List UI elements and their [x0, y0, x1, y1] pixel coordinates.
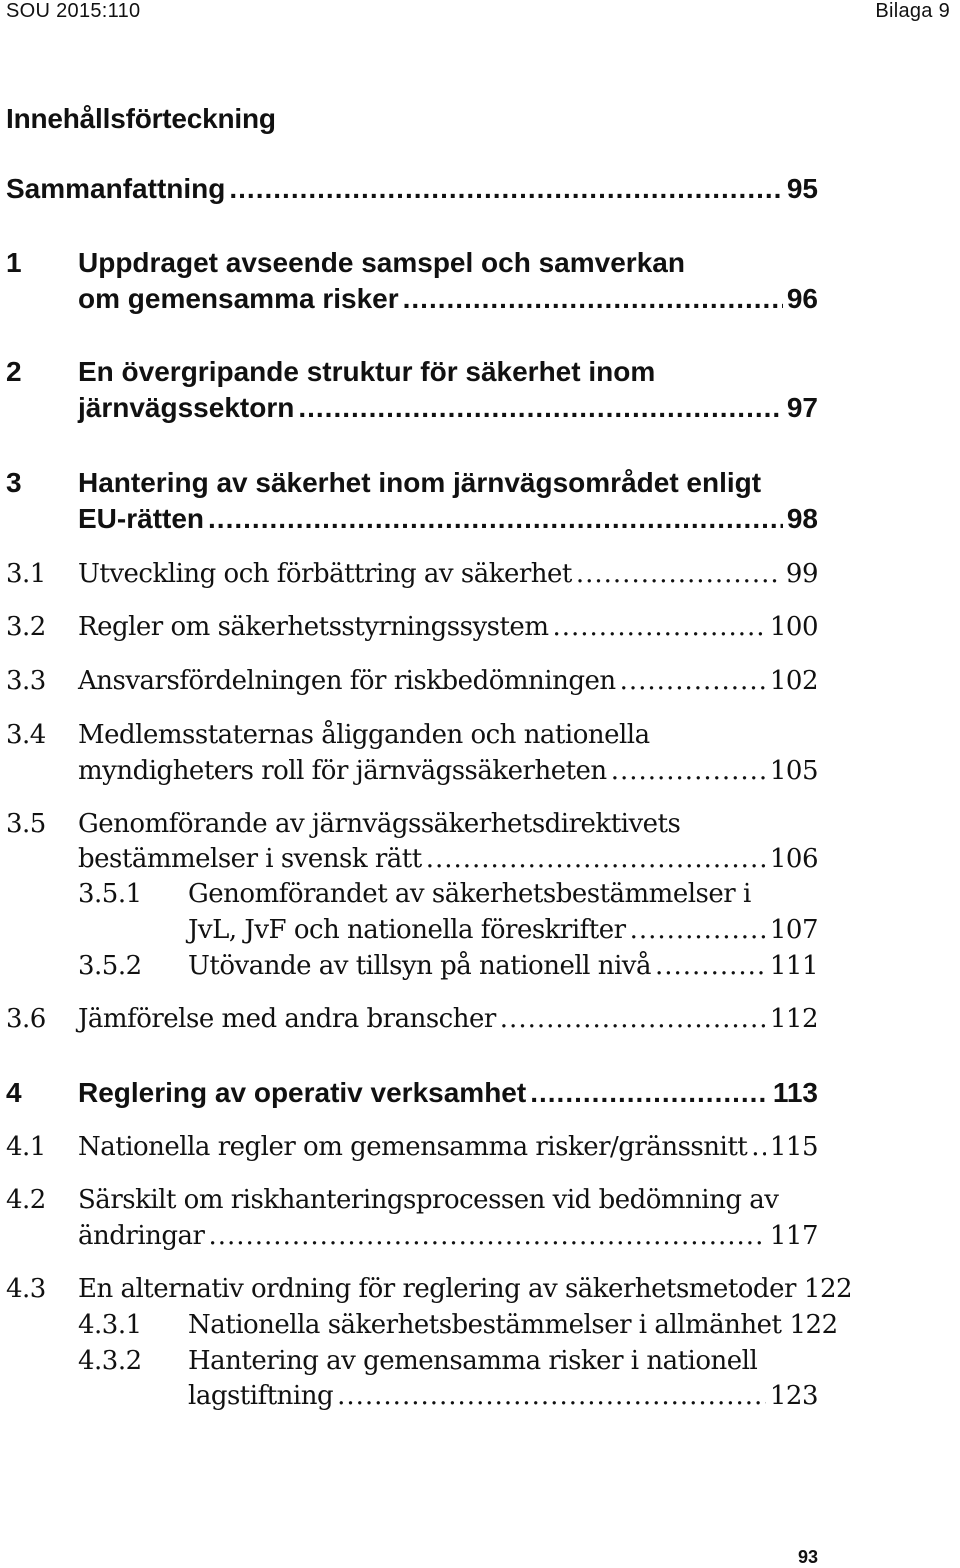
- toc-entry-title: Utövande av tillsyn på nationell nivå: [188, 951, 651, 981]
- dot-leader: [630, 912, 766, 948]
- toc-page-number: 107: [769, 915, 818, 945]
- toc-entry-title-continued: järnvägssektorn: [78, 392, 295, 423]
- toc-entry-line: [78, 609, 818, 645]
- toc-entry-number: 3: [6, 467, 22, 498]
- toc-entry-title: En övergripande struktur för säkerhet inom: [78, 356, 656, 387]
- toc-entry-line: [78, 753, 818, 789]
- dot-leader: [298, 390, 783, 426]
- toc-page-number: 100: [769, 612, 818, 642]
- toc-entry-title-continued: lagstiftning: [188, 1381, 334, 1411]
- toc-entry-line: [78, 717, 818, 753]
- toc-page-number: 95: [786, 173, 818, 204]
- toc-entry-line: [78, 1218, 818, 1254]
- toc-entry-number: 4.1: [6, 1132, 46, 1162]
- dot-leader: [620, 663, 766, 699]
- toc-entry-line: [78, 245, 818, 281]
- toc-entry-title-continued: om gemensamma risker: [78, 283, 399, 314]
- toc-entry-title: Nationella säkerhetsbestämmelser i allmänhet: [188, 1310, 782, 1340]
- toc-entry-line: [78, 841, 818, 877]
- toc-page-number: 106: [769, 844, 818, 874]
- toc-page-number: 98: [786, 503, 818, 534]
- toc-entry-number: 3.2: [6, 612, 46, 642]
- toc-entry-number: 4.2: [6, 1185, 46, 1215]
- toc-entry-line: [78, 281, 818, 317]
- toc-entry-line: [188, 1307, 838, 1343]
- dot-leader: [576, 556, 782, 592]
- toc-entry-number: 3.1: [6, 559, 46, 589]
- toc-entry-number: 4.3.1: [78, 1310, 142, 1340]
- toc-page-number: 115: [769, 1132, 818, 1162]
- page-number: 93: [797, 1547, 818, 1567]
- toc-page-number: 112: [769, 1004, 818, 1034]
- dot-leader: [208, 1218, 765, 1254]
- toc-entry-number: 4: [6, 1077, 22, 1108]
- toc-entry-line: [78, 501, 818, 537]
- toc-entry-title: Jämförelse med andra branscher: [78, 1004, 496, 1034]
- toc-page-number: 97: [786, 392, 818, 423]
- toc-page-number: 105: [769, 756, 818, 786]
- appendix-label: Bilaga 9: [875, 0, 950, 22]
- toc-page-number: 99: [785, 559, 818, 589]
- toc-entry-title: En alternativ ordning för reglering av säkerhetsmetoder: [78, 1274, 796, 1304]
- toc-entry-number: 3.5: [6, 809, 46, 839]
- toc-entry-line: [78, 390, 818, 426]
- toc-entry-title: Medlemsstaternas åligganden och nationella: [78, 720, 650, 750]
- toc-entry-line: [78, 1129, 818, 1165]
- dot-leader: [229, 171, 782, 207]
- page-title: Innehållsförteckning: [6, 103, 276, 134]
- toc-entry-line: [188, 1378, 818, 1414]
- toc-entry-title: Reglering av operativ verksamhet: [78, 1077, 527, 1108]
- dot-leader: [403, 281, 783, 317]
- dot-leader: [552, 609, 765, 645]
- toc-entry-title: Ansvarsfördelningen för riskbedömningen: [78, 666, 616, 696]
- toc-entry-number: 2: [6, 356, 22, 387]
- toc-entry-title: Hantering av gemensamma risker i nationell: [188, 1346, 758, 1376]
- toc-page-number: 102: [769, 666, 818, 696]
- toc-entry-title-continued: ändringar: [78, 1221, 205, 1251]
- toc-entry-title-continued: bestämmelser i svensk rätt: [78, 844, 422, 874]
- toc-entry-line: [78, 1182, 818, 1218]
- toc-page-number: 123: [769, 1381, 818, 1411]
- toc-page-number: 96: [786, 283, 818, 314]
- toc-page-number: 111: [769, 951, 818, 981]
- toc-entry-line: [188, 876, 818, 912]
- toc-page-number: 122: [803, 1274, 853, 1304]
- toc-page-number: 117: [769, 1221, 818, 1251]
- toc-page-number: 122: [789, 1310, 838, 1340]
- dot-leader: [611, 753, 766, 789]
- report-reference: SOU 2015:110: [6, 0, 141, 22]
- toc-entry-line: [188, 948, 818, 984]
- toc-entry-line: [188, 912, 818, 948]
- toc-entry-line: [78, 663, 818, 699]
- toc-entry-number: 4.3.2: [78, 1346, 142, 1376]
- toc-entry-title: Nationella regler om gemensamma risker/gränssnitt: [78, 1132, 748, 1162]
- toc-entry-title: Hantering av säkerhet inom järnvägsområdet enligt: [78, 467, 762, 498]
- toc-entry-number: 3.6: [6, 1004, 46, 1034]
- toc-entry-title: Genomförandet av säkerhetsbestämmelser i: [188, 879, 751, 909]
- toc-entry-line: [78, 354, 818, 390]
- toc-entry-line: [78, 556, 818, 592]
- dot-leader: [530, 1075, 769, 1111]
- toc-entry-line: [78, 1271, 853, 1307]
- toc-entry-number: 4.3: [6, 1274, 46, 1304]
- dot-leader: [751, 1129, 766, 1165]
- toc-entry-number: 3.4: [6, 720, 46, 750]
- toc-entry-title: Genomförande av järnvägssäkerhetsdirektivets: [78, 809, 681, 839]
- toc-entry-title: Regler om säkerhetsstyrningssystem: [78, 612, 549, 642]
- toc-entry-line: [6, 171, 818, 207]
- toc-entry-title-continued: EU-rätten: [78, 503, 205, 534]
- toc-entry-title: Uppdraget avseende samspel och samverkan: [78, 247, 685, 278]
- toc-entry-number: 3.5.2: [78, 951, 142, 981]
- dot-leader: [208, 501, 783, 537]
- dot-leader: [500, 1001, 766, 1037]
- toc-entry-title: Sammanfattning: [6, 173, 226, 204]
- toc-page-number: 113: [772, 1077, 818, 1108]
- toc-entry-title-continued: myndigheters roll för järnvägssäkerheten: [78, 756, 607, 786]
- toc-entry-title-continued: JvL, JvF och nationella föreskrifter: [188, 915, 626, 945]
- toc-entry-title: Särskilt om riskhanteringsprocessen vid bedömning av: [78, 1185, 779, 1215]
- dot-leader: [655, 948, 766, 984]
- dot-leader: [337, 1378, 766, 1414]
- toc-entry-number: 3.3: [6, 666, 46, 696]
- toc-entry-line: [78, 1075, 818, 1111]
- dot-leader: [426, 841, 766, 877]
- toc-entry-title: Utveckling och förbättring av säkerhet: [78, 559, 572, 589]
- toc-entry-line: [78, 806, 818, 842]
- toc-entry-line: [78, 1001, 818, 1037]
- toc-entry-line: [78, 465, 818, 501]
- toc-entry-line: [188, 1343, 818, 1379]
- toc-entry-number: 3.5.1: [78, 879, 142, 909]
- toc-entry-number: 1: [6, 247, 22, 278]
